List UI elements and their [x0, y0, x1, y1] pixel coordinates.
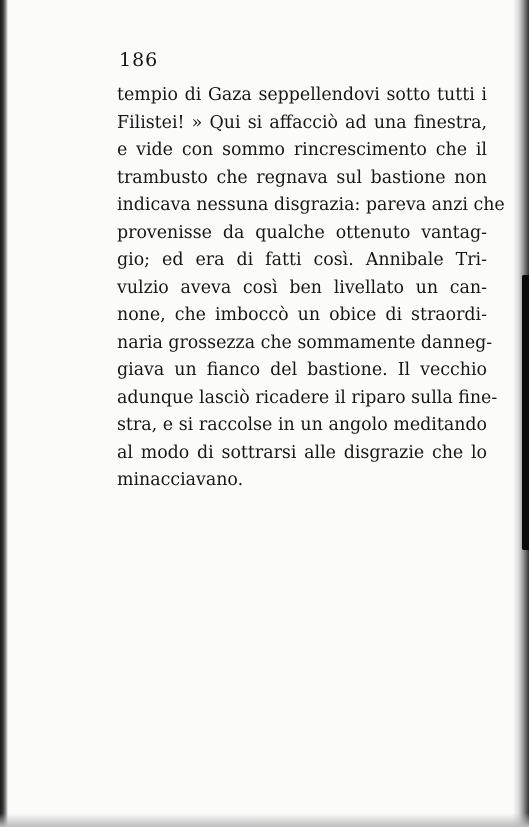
text-line: Filistei! » Qui si affacciò ad una finestra, [117, 112, 487, 133]
text-line: trambusto che regnava sul bastione non [117, 167, 487, 188]
text-line: gio; ed era di fatti così. Annibale Tri- [117, 250, 487, 270]
text-line: stra, e si raccolse in un angolo meditando [117, 415, 487, 435]
page-edge-marker [522, 275, 529, 550]
text-line: vulzio aveva così ben livellato un can- [117, 277, 487, 298]
text-line: naria grossezza che sommamente danneg- [117, 332, 493, 353]
bottom-edge-shadow [0, 813, 529, 827]
text-line: provenisse da qualche ottenuto vantag- [117, 222, 487, 243]
text-line: e vide con sommo rincrescimento che il [117, 140, 487, 160]
text-line: al modo di sottrarsi alle disgrazie che lo [117, 442, 487, 463]
text-line: none, che imboccò un obice di straordi- [117, 305, 487, 325]
text-line-last: minacciavano. [117, 470, 244, 490]
text-line: tempio di Gaza seppellendovi sotto tutti i [117, 85, 487, 105]
binding-edge [0, 0, 8, 827]
text-line: adunque lasciò ricadere il riparo sulla fine- [117, 387, 498, 408]
body-text [117, 82, 505, 495]
text-line: indicava nessuna disgrazia: pareva anzi che [117, 195, 505, 215]
page-number: 186 [119, 49, 159, 71]
text-line: giava un fianco del bastione. Il vecchio [117, 360, 487, 380]
